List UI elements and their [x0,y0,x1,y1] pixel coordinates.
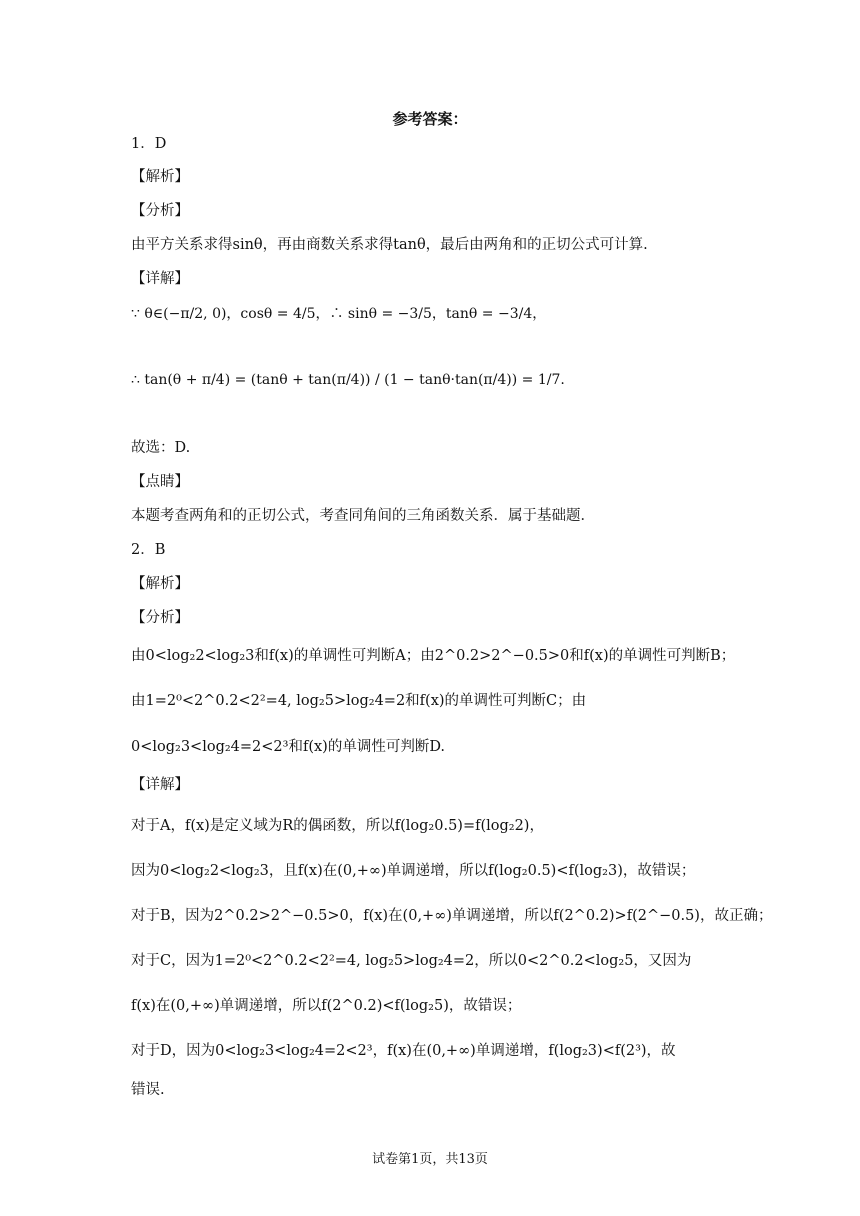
q1-jiexi-heading: 【解析】 [131,169,189,185]
q2-detail-c: 对于C，因为1=2⁰<2^0.2<2²=4, log₂5>log₂4=2，所以0<2^0.2<log₂5，又因为 [131,953,692,969]
q2-analysis-line3: 0<log₂3<log₂4=2<2³和f(x)的单调性可判断D. [131,739,446,755]
page-title: 参考答案： [392,110,468,128]
q2-detail-d: 对于D，因为0<log₂3<log₂4=2<2³，f(x)在(0,+∞)单调递增，f(log₂3)<f(2³)，故 [131,1043,676,1059]
q1-xiangjie-heading: 【详解】 [131,271,189,287]
q1-analysis: 由平方关系求得sinθ，再由商数关系求得tanθ，最后由两角和的正切公式可计算. [131,237,648,253]
q2-analysis-line2: 由1=2⁰<2^0.2<2²=4, log₂5>log₂4=2和f(x)的单调性可判断C；由 [131,693,587,709]
q1-answer: 1．D [131,136,167,152]
q2-fenxi-heading: 【分析】 [131,610,189,626]
q1-choose: 故选：D. [131,440,191,456]
q2-detail-d-cont: 错误. [131,1082,165,1098]
q1-dianjing-heading: 【点睛】 [131,474,189,490]
q1-step2: ∴ tan(θ + π/4) = (tanθ + tan(π/4)) / (1 − tanθ·tan(π/4)) = 1/7. [131,372,565,388]
q2-analysis-line1: 由0<log₂2<log₂3和f(x)的单调性可判断A；由2^0.2>2^−0.5>0和f(x)的单调性可判断B； [131,648,736,664]
q2-detail-b: 对于B，因为2^0.2>2^−0.5>0，f(x)在(0,+∞)单调递增，所以f(2^0.2)>f(2^−0.5)，故正确； [131,908,773,924]
q2-detail-a: 对于A，f(x)是定义域为R的偶函数，所以f(log₂0.5)=f(log₂2)， [131,818,544,834]
q2-detail-c-cont: f(x)在(0,+∞)单调递增，所以f(2^0.2)<f(log₂5)，故错误； [131,998,522,1014]
page-footer: 试卷第1页，共13页 [372,1152,488,1167]
q1-step1: ∵ θ∈(−π/2, 0)，cosθ = 4/5，∴ sinθ = −3/5，tanθ = −3/4， [131,306,547,322]
q2-xiangjie-heading: 【详解】 [131,777,189,793]
q2-jiexi-heading: 【解析】 [131,576,189,592]
q1-fenxi-heading: 【分析】 [131,203,189,219]
q1-comment: 本题考查两角和的正切公式，考查同角间的三角函数关系．属于基础题． [131,508,595,524]
q2-answer: 2．B [131,542,166,558]
q2-detail-a-cont: 因为0<log₂2<log₂3，且f(x)在(0,+∞)单调递增，所以f(log₂0.5)<f(log₂3)，故错误； [131,863,696,879]
